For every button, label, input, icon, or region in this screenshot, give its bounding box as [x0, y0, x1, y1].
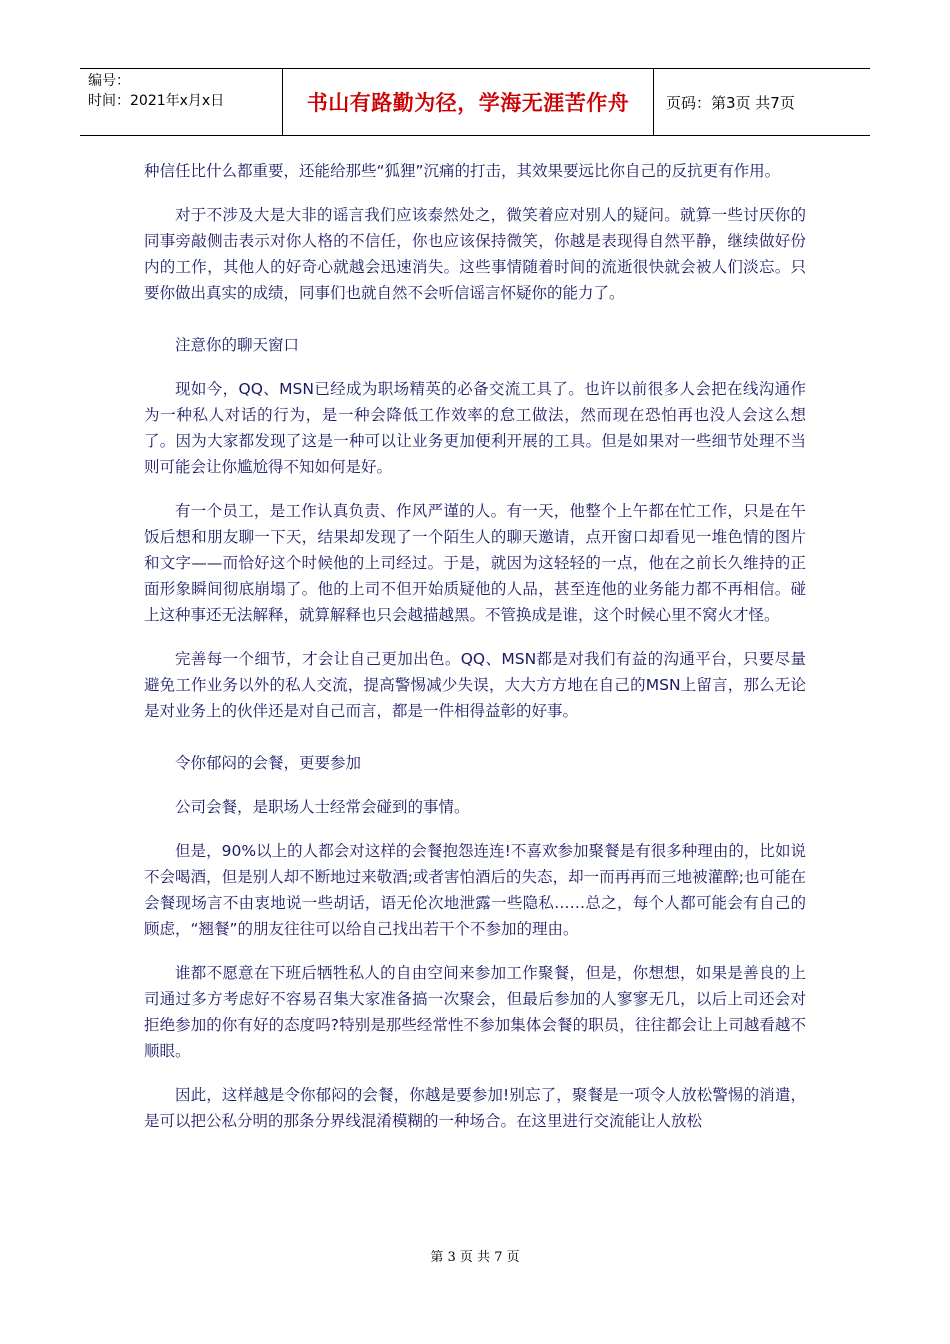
- page-footer: [0, 1246, 950, 1265]
- section-heading: 注意你的聊天窗口: [175, 336, 300, 354]
- body-paragraph: 但是，90%以上的人都会对这样的会餐抱怨连连!不喜欢参加聚餐是有很多种理由的，比如说不会喝酒，但是别人却不断地过来敬酒;或者害怕酒后的失态，却一而再再而三地被灌醉;也可能在会餐现场言不由衷地说一些胡话，语无伦次地泄露一些隐私……总之，每个人都可能会有自己的顾虑，“翘餐”的朋友往往可以给自己找出若干个不参加的理由。: [144, 842, 806, 938]
- document-body: [144, 158, 806, 1152]
- document-time-label: 时间：2021年x月x日: [88, 93, 225, 109]
- header-page-cell: [654, 69, 870, 135]
- body-paragraph: 现如今，QQ、MSN已经成为职场精英的必备交流工具了。也许以前很多人会把在线沟通作为一种私人对话的行为，是一种会降低工作效率的怠工做法，然而现在恐怕再也没人会这么想了。因为大家都发现了这是一种可以让业务更加便利开展的工具。但是如果对一些细节处理不当则可能会让你尴尬得不知如何是好。: [144, 380, 806, 476]
- document-number-label: 编号：: [88, 73, 130, 89]
- body-paragraph: 有一个员工，是工作认真负责、作风严谨的人。有一天，他整个上午都在忙工作，只是在午饭后想和朋友聊一下天，结果却发现了一个陌生人的聊天邀请，点开窗口却看见一堆色情的图片和文字——而恰好这个时候他的上司经过。于是，就因为这轻轻的一点，他在之前长久维持的正面形象瞬间彻底崩塌了。他的上司不但开始质疑他的人品，甚至连他的业务能力都不再相信。碰上这种事还无法解释，就算解释也只会越描越黑。不管换成是谁，这个时候心里不窝火才怪。: [144, 502, 806, 624]
- body-paragraph: 种信任比什么都重要，还能给那些“狐狸”沉痛的打击，其效果要远比你自己的反抗更有作用。: [144, 162, 781, 180]
- body-paragraph: 谁都不愿意在下班后牺牲私人的自由空间来参加工作聚餐，但是，你想想，如果是善良的上司通过多方考虑好不容易召集大家准备搞一次聚会，但最后参加的人寥寥无几，以后上司还会对拒绝参加的你有好的态度吗?特别是那些经常性不参加集体会餐的职员，往往都会让上司越看越不顺眼。: [144, 964, 806, 1060]
- body-paragraph: 因此，这样越是令你郁闷的会餐，你越是要参加!别忘了，聚餐是一项令人放松警惕的消遣，是可以把公私分明的那条分界线混淆模糊的一种场合。在这里进行交流能让人放松: [144, 1086, 806, 1130]
- body-paragraph: 公司会餐，是职场人士经常会碰到的事情。: [175, 798, 470, 816]
- header-motto: 书山有路勤为径，学海无涯苦作舟: [306, 91, 630, 115]
- header-page-info: 页码：第3页 共7页: [666, 93, 795, 112]
- header-motto-cell: [282, 69, 654, 135]
- section-heading: 令你郁闷的会餐，更要参加: [175, 754, 362, 772]
- footer-page-number: 第 3 页 共 7 页: [430, 1250, 520, 1265]
- header-meta-cell: [80, 69, 282, 135]
- header-table: [80, 68, 870, 136]
- body-paragraph: 对于不涉及大是大非的谣言我们应该泰然处之，微笑着应对别人的疑问。就算一些讨厌你的同事旁敲侧击表示对你人格的不信任，你也应该保持微笑，你越是表现得自然平静，继续做好份内的工作，其他人的好奇心就越会迅速消失。这些事情随着时间的流逝很快就会被人们淡忘。只要你做出真实的成绩，同事们也就自然不会听信谣言怀疑你的能力了。: [144, 206, 806, 302]
- body-paragraph: 完善每一个细节，才会让自己更加出色。QQ、MSN都是对我们有益的沟通平台，只要尽量避免工作业务以外的私人交流，提高警惕减少失误，大大方方地在自己的MSN上留言，那么无论是对业务上的伙伴还是对自己而言，都是一件相得益彰的好事。: [144, 650, 806, 720]
